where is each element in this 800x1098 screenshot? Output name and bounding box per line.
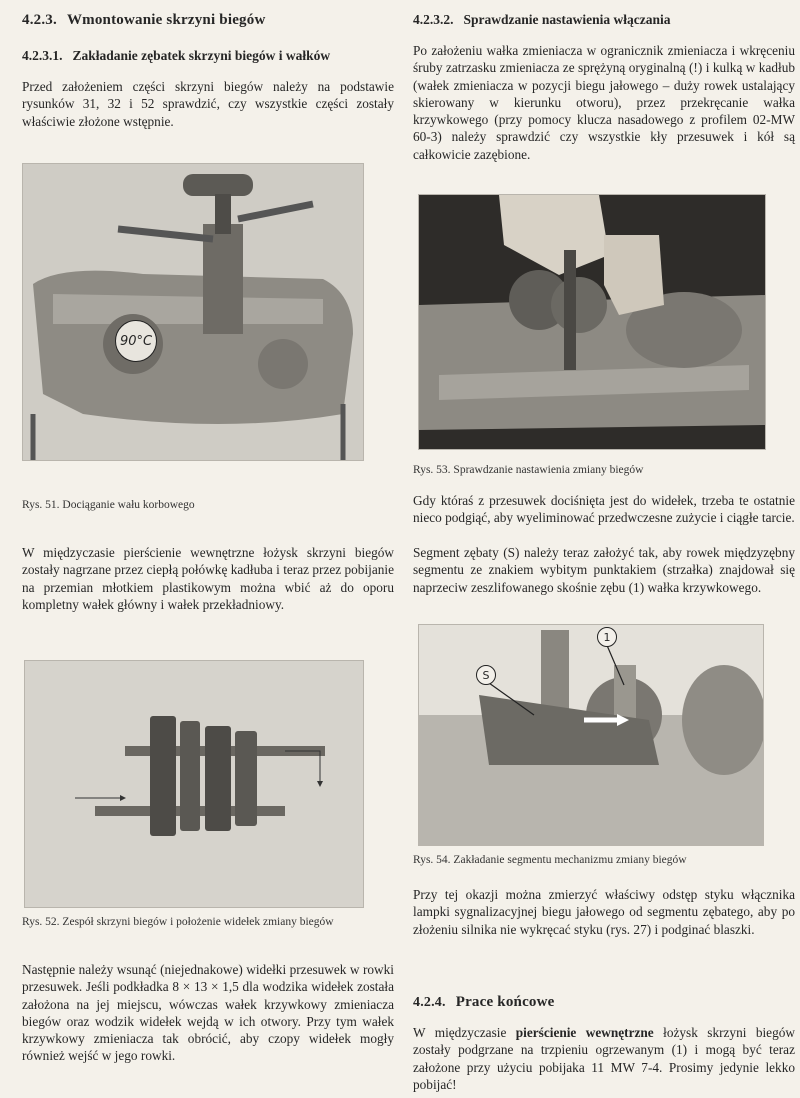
figure-52-photo [24, 660, 364, 908]
section-title: Prace końcowe [455, 994, 555, 1010]
paragraph: Przy tej okazji można zmierzyć właściwy odstęp styku włącznika lampki sygnalizacyjnej biegu jałowego od segmentu zębatego, aby po złożeniu silnika nie wykręcać styku (rys. 27) i podginać blaszki. [413, 887, 795, 937]
subsection-title: Sprawdzanie nastawienia włączania [463, 12, 671, 27]
figure-53-caption: Rys. 53. Sprawdzanie nastawienia zmiany biegów [413, 464, 644, 476]
paragraph: Następnie należy wsunąć (niejednakowe) widełki przesuwek w rowki przesuwek. Jeśli podkładka 8 × 13 × 1,5 dla wodzika widełek została założona na jej miejscu, wówczas wałek krzywkowy zmieniacza biegów oraz wodzik widełek wejdą w ich otwory. Przy tym wałek krzywkowy zmieniacza tak obrócić, aby czopy widełek mogły również wejść w jego rowki. [22, 962, 394, 1064]
figure-52-caption: Rys. 52. Zespół skrzyni biegów i położenie widełek zmiany biegów [22, 916, 334, 928]
text-run: łożysk skrzyni biegów zostały podgrzane na trzpieniu ogrzewanym (1) i mogą być teraz założone przy użyciu pobijaka 11 MW 7-4. Prosimy jedynie lekko pobijać! [413, 1025, 795, 1092]
figure-51-photo [22, 163, 364, 461]
temperature-callout [115, 320, 157, 362]
figure-53-photo [418, 194, 766, 450]
gearbox-shafts-illustration [25, 661, 363, 907]
hands-checking-gearbox-illustration [419, 195, 765, 449]
figure-54-photo [418, 624, 764, 846]
paragraph: Przed założeniem części skrzyni biegów należy na podstawie rysunków 31, 32 i 52 sprawdzić, czy wszystkie części zostały właściwie złożone wstępnie. [22, 79, 394, 129]
paragraph: Po założeniu wałka zmieniacza w ogranicznik zmieniacza i wkręceniu śruby zatrzasku zmieniacza ze sprężyną oryginalną (!) i kulką w kadłub (wałek zmieniacza w pozycji biegu jałowego – duży rowek ustalający skierowany w kierunku otworu), przez przekręcanie wałka krzywkowego (przy pomocy klucza nasadowego z profilem 02-MW 60-3) należy sprawdzić czy wszystkie kły przesuwek i kół są całkowicie zazębione. [413, 43, 795, 162]
callout-1-label: 1 [603, 630, 611, 644]
section-number: 4.2.4. [413, 995, 446, 1010]
section-heading-4-2-4 [413, 994, 555, 1011]
paragraph: Gdy któraś z przesuwek dociśnięta jest do widełek, trzeba te ostatnie nieco podgiąć, aby wyeliminować przedwczesne zużycie i ciągłe tarcie. [413, 493, 795, 526]
subsection-number: 4.2.3.1. [22, 48, 63, 63]
engine-housing-illustration [23, 164, 363, 460]
subsection-heading-4-2-3-1 [22, 48, 330, 64]
callout-s-label: S [482, 668, 490, 682]
section-heading-4-2-3 [22, 12, 266, 29]
figure-54-caption: Rys. 54. Zakładanie segmentu mechanizmu zmiany biegów [413, 854, 687, 866]
section-title: Wmontowanie skrzyni biegów [66, 12, 266, 28]
paragraph: Segment zębaty (S) należy teraz założyć tak, aby rowek międzyzębny segmentu ze znakiem wybitym punktakiem (strzałka) znajdował się naprzeciw zeszlifowanego skośnie zębu (1) wałka krzywkowego. [413, 545, 795, 595]
section-number: 4.2.3. [22, 12, 57, 28]
subsection-number: 4.2.3.2. [413, 12, 454, 27]
temperature-label: 90°C [119, 333, 153, 349]
paragraph: W międzyczasie pierścienie wewnętrzne łożysk skrzyni biegów zostały nagrzane przez ciepłą połówkę kadłuba i teraz przez pobijanie na przemian młotkiem plastikowym można wbić aż do oporu kompletny wałek główny i wałek przekładniowy. [22, 545, 394, 612]
paragraph [413, 1024, 795, 1093]
subsection-heading-4-2-3-2 [413, 12, 671, 28]
callout-s [476, 665, 496, 685]
subsection-title: Zakładanie zębatek skrzyni biegów i wałków [72, 48, 331, 63]
bold-term: pierścienie wewnętrzne [515, 1025, 654, 1040]
callout-1 [597, 627, 617, 647]
gear-segment-illustration [419, 625, 763, 845]
text-run: W międzyczasie [413, 1025, 516, 1040]
figure-51-caption: Rys. 51. Dociąganie wału korbowego [22, 499, 195, 511]
